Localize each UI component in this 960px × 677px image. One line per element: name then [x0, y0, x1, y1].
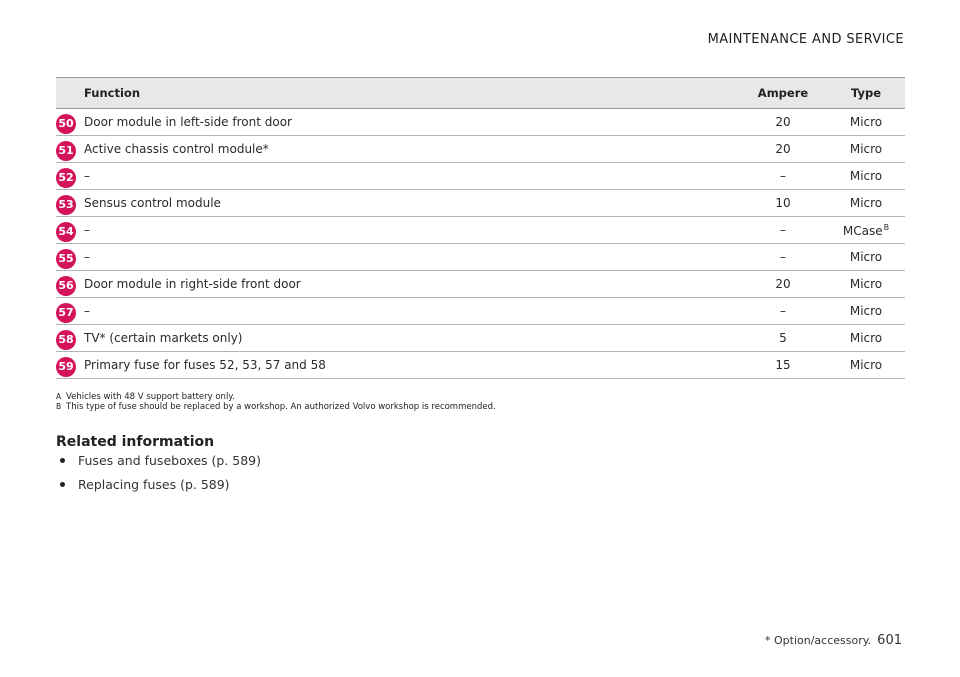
function-cell: Primary fuse for fuses 52, 53, 57 and 58 [76, 352, 739, 379]
type-cell [827, 163, 905, 190]
fuse-number-cell [56, 190, 76, 217]
related-link-fuses[interactable] [56, 453, 261, 468]
type-cell [827, 136, 905, 163]
type-text: MCase [842, 224, 883, 238]
fuse-number-badge: 56 [56, 276, 76, 296]
fuse-number-cell [56, 244, 76, 271]
table-row [56, 217, 905, 244]
footnote-ref: B [883, 223, 890, 232]
fuse-number-cell [56, 136, 76, 163]
function-cell: – [76, 163, 739, 190]
ampere-cell: – [739, 163, 827, 190]
fuse-number-cell [56, 109, 76, 136]
related-link-replacing[interactable] [56, 477, 261, 492]
ampere-cell: 20 [739, 271, 827, 298]
fuse-number-badge: 59 [56, 357, 76, 377]
fuse-number-badge: 55 [56, 249, 76, 269]
fuse-number-badge: 51 [56, 141, 76, 161]
column-header-ampere: Ampere [739, 78, 827, 109]
fuse-number-cell [56, 298, 76, 325]
bullet-icon [60, 482, 65, 487]
section-header: MAINTENANCE AND SERVICE [707, 32, 904, 47]
ampere-cell: 5 [739, 325, 827, 352]
function-cell: – [76, 217, 739, 244]
table-row [56, 271, 905, 298]
table-row [56, 190, 905, 217]
footnote-mark: B [56, 402, 62, 411]
ampere-cell: – [739, 298, 827, 325]
type-text: Micro [849, 250, 883, 264]
table-header-row [56, 78, 905, 109]
footnote-b [56, 402, 496, 412]
type-text: Micro [849, 142, 883, 156]
type-text: Micro [849, 358, 883, 372]
function-cell: Active chassis control module* [76, 136, 739, 163]
column-header-function: Function [76, 78, 739, 109]
ampere-cell: – [739, 217, 827, 244]
page-footer [765, 633, 902, 648]
type-text: Micro [849, 169, 883, 183]
type-text: Micro [849, 115, 883, 129]
ampere-cell: 20 [739, 109, 827, 136]
function-cell: TV* (certain markets only) [76, 325, 739, 352]
type-cell [827, 244, 905, 271]
fuse-table [56, 77, 905, 379]
table-row [56, 109, 905, 136]
table-row [56, 352, 905, 379]
table-row [56, 244, 905, 271]
fuse-number-badge: 52 [56, 168, 76, 188]
related-information [56, 434, 261, 501]
type-cell [827, 325, 905, 352]
type-cell [827, 271, 905, 298]
ampere-cell: 15 [739, 352, 827, 379]
fuse-number-cell [56, 163, 76, 190]
footnotes [56, 392, 496, 412]
related-link-text[interactable]: Fuses and fuseboxes (p. 589) [78, 453, 262, 468]
fuse-number-cell [56, 271, 76, 298]
footnote-a [56, 392, 496, 402]
footer-note: * Option/accessory. [765, 634, 872, 647]
function-cell: Door module in right-side front door [76, 271, 739, 298]
type-text: Micro [849, 277, 883, 291]
column-header-number [56, 78, 76, 109]
type-text: Micro [849, 196, 883, 210]
fuse-number-badge: 53 [56, 195, 76, 215]
type-text: Micro [849, 304, 883, 318]
function-cell: Sensus control module [76, 190, 739, 217]
fuse-number-badge: 54 [56, 222, 76, 242]
fuse-number-badge: 50 [56, 114, 76, 134]
ampere-cell: 10 [739, 190, 827, 217]
type-cell [827, 298, 905, 325]
table-row [56, 325, 905, 352]
type-text: Micro [849, 331, 883, 345]
fuse-number-badge: 58 [56, 330, 76, 350]
function-cell: – [76, 244, 739, 271]
footnote-text: Vehicles with 48 V support battery only. [66, 392, 235, 402]
footnote-text: This type of fuse should be replaced by a workshop. An authorized Volvo workshop is recommended. [66, 402, 496, 412]
fuse-number-badge: 57 [56, 303, 76, 323]
function-cell: – [76, 298, 739, 325]
type-cell [827, 217, 905, 244]
fuse-number-cell [56, 325, 76, 352]
column-header-type: Type [827, 78, 905, 109]
footnote-mark: A [56, 392, 62, 401]
type-cell [827, 352, 905, 379]
table-row [56, 136, 905, 163]
bullet-icon [60, 458, 65, 463]
table-row [56, 298, 905, 325]
ampere-cell: 20 [739, 136, 827, 163]
function-cell: Door module in left-side front door [76, 109, 739, 136]
related-heading: Related information [56, 434, 215, 450]
type-cell [827, 109, 905, 136]
page-number: 601 [877, 633, 902, 648]
type-cell [827, 190, 905, 217]
related-link-text[interactable]: Replacing fuses (p. 589) [78, 477, 230, 492]
ampere-cell: – [739, 244, 827, 271]
table-row [56, 163, 905, 190]
related-links [56, 453, 261, 492]
fuse-number-cell [56, 352, 76, 379]
fuse-number-cell [56, 217, 76, 244]
